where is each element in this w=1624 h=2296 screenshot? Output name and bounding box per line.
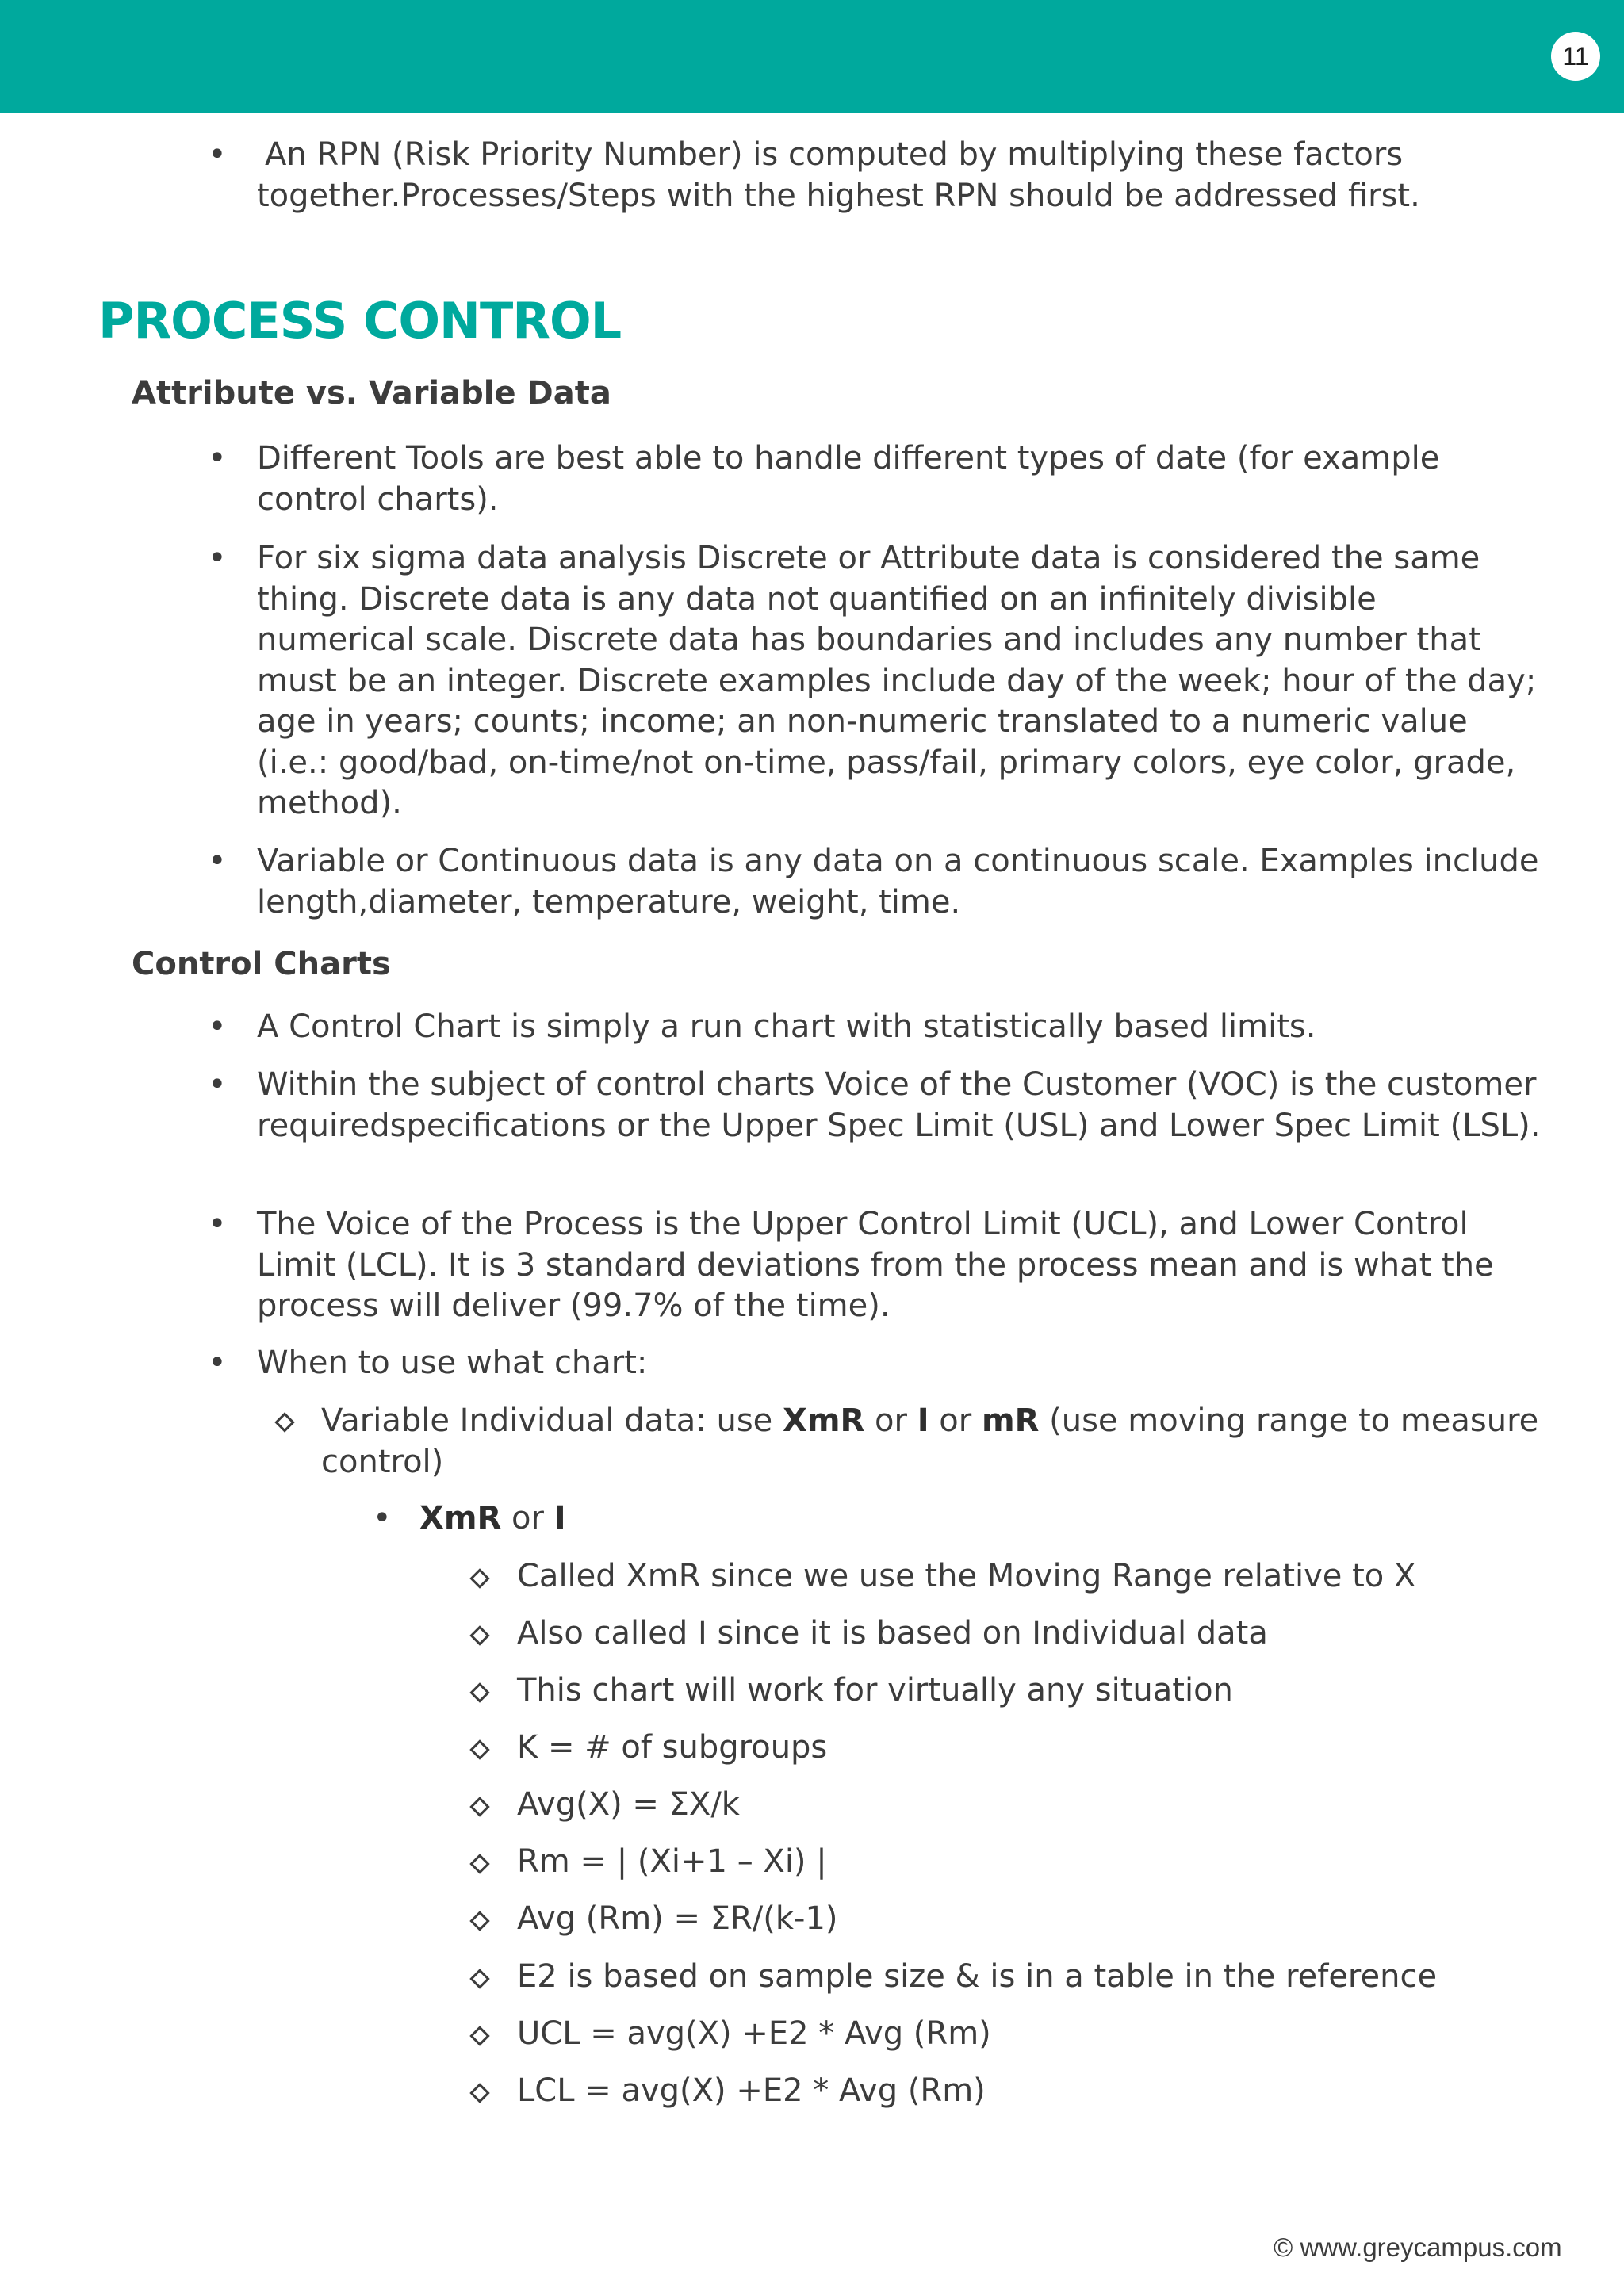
list-item: The Voice of the Process is the Upper Control Limit (UCL), and Lower Control Limit (LCL). It is 3 standard deviations from the process mean and is what the process will deliver (99.7% of the time).	[257, 1206, 1494, 1324]
list-item: Avg(X) = ΣX/k	[517, 1786, 740, 1823]
subheading-attribute-variable: Attribute vs. Variable Data	[132, 375, 611, 411]
bullet-marker: •	[373, 1500, 392, 1536]
list-item: LCL = avg(X) +E2 * Avg (Rm)	[517, 2072, 986, 2109]
xmr-heading	[419, 1498, 566, 1540]
list-item: E2 is based on sample size & is in a table in the reference	[517, 1958, 1438, 1995]
diamond-bullet-icon	[469, 1625, 489, 1645]
text-segment: or	[501, 1500, 554, 1536]
list-item: Called XmR since we use the Moving Range relative to X	[517, 1558, 1416, 1594]
i-term: I	[553, 1500, 566, 1536]
bullet-marker: •	[208, 440, 227, 476]
list-item: A Control Chart is simply a run chart with statistically based limits.	[257, 1008, 1316, 1045]
diamond-bullet-icon	[469, 1682, 489, 1702]
list-item: Also called I since it is based on Individual data	[517, 1615, 1268, 1651]
footer-copyright: © www.greycampus.com	[1274, 2233, 1562, 2262]
diamond-bullet-icon	[469, 2083, 489, 2103]
bullet-marker: •	[208, 136, 227, 173]
list-item: Variable or Continuous data is any data on a continuous scale. Examples include length,diameter, temperature, weight, time.	[257, 843, 1539, 920]
bullet-marker: •	[208, 1008, 227, 1045]
list-item: Avg (Rm) = ΣR/(k-1)	[517, 1900, 838, 1937]
text-segment: (use moving range to measure control)	[321, 1402, 1539, 1480]
list-item: For six sigma data analysis Discrete or Attribute data is considered the same thing. Discrete data is any data not quantified on an infinitely divisible numerical scale. Discrete data has boundaries and includes any number that must be an integer. Discrete examples include day of the week; hour of the day; age in years; counts; income; an non-numeric translated to a numeric value (i.e.: good/bad, on-time/not on-time, pass/fail, primary colors, eye color, grade, method).	[257, 540, 1537, 821]
diamond-bullet-icon	[469, 1969, 489, 1988]
list-item: When to use what chart:	[257, 1345, 648, 1381]
list-item: This chart will work for virtually any situation	[517, 1672, 1233, 1709]
xmr-term: XmR	[419, 1500, 502, 1536]
diamond-bullet-icon	[469, 1854, 489, 1873]
subheading-control-charts: Control Charts	[132, 946, 391, 982]
bullet-marker: •	[208, 1345, 227, 1381]
header-bar	[0, 0, 1624, 113]
text-segment: or	[864, 1402, 917, 1439]
bullet-marker: •	[208, 843, 227, 879]
section-title: PROCESS CONTROL	[98, 292, 622, 350]
diamond-bullet-icon	[469, 2026, 489, 2045]
bullet-marker: •	[208, 1206, 227, 1242]
text-segment: Variable Individual data: use	[321, 1402, 783, 1439]
bullet-marker: •	[208, 540, 227, 576]
diamond-bullet-icon	[469, 1568, 489, 1588]
list-item: Rm = | (Xi+1 – Xi) |	[517, 1843, 827, 1880]
xmr-term: XmR	[783, 1402, 865, 1439]
diamond-bullet-icon	[469, 1911, 489, 1931]
mr-term: mR	[981, 1402, 1040, 1439]
text-segment: or	[929, 1402, 982, 1439]
i-term: I	[917, 1402, 929, 1439]
page-number-badge: 11	[1551, 32, 1600, 81]
list-item: Different Tools are best able to handle different types of date (for example control charts).	[257, 440, 1440, 518]
rpn-bullet-text: An RPN (Risk Priority Number) is computed by multiplying these factors together.Processes/Steps with the highest RPN should be addressed first.	[257, 136, 1420, 214]
list-item: Within the subject of control charts Voice of the Customer (VOC) is the customer requiredspecifications or the Upper Spec Limit (USL) and Lower Spec Limit (LSL).	[257, 1066, 1541, 1144]
list-item: UCL = avg(X) +E2 * Avg (Rm)	[517, 2015, 991, 2052]
bullet-marker: •	[208, 1066, 227, 1103]
diamond-bullet-icon	[274, 1412, 294, 1432]
list-item: K = # of subgroups	[517, 1729, 828, 1766]
diamond-bullet-icon	[469, 1739, 489, 1759]
variable-individual-text	[321, 1401, 1542, 1483]
diamond-bullet-icon	[469, 1797, 489, 1816]
